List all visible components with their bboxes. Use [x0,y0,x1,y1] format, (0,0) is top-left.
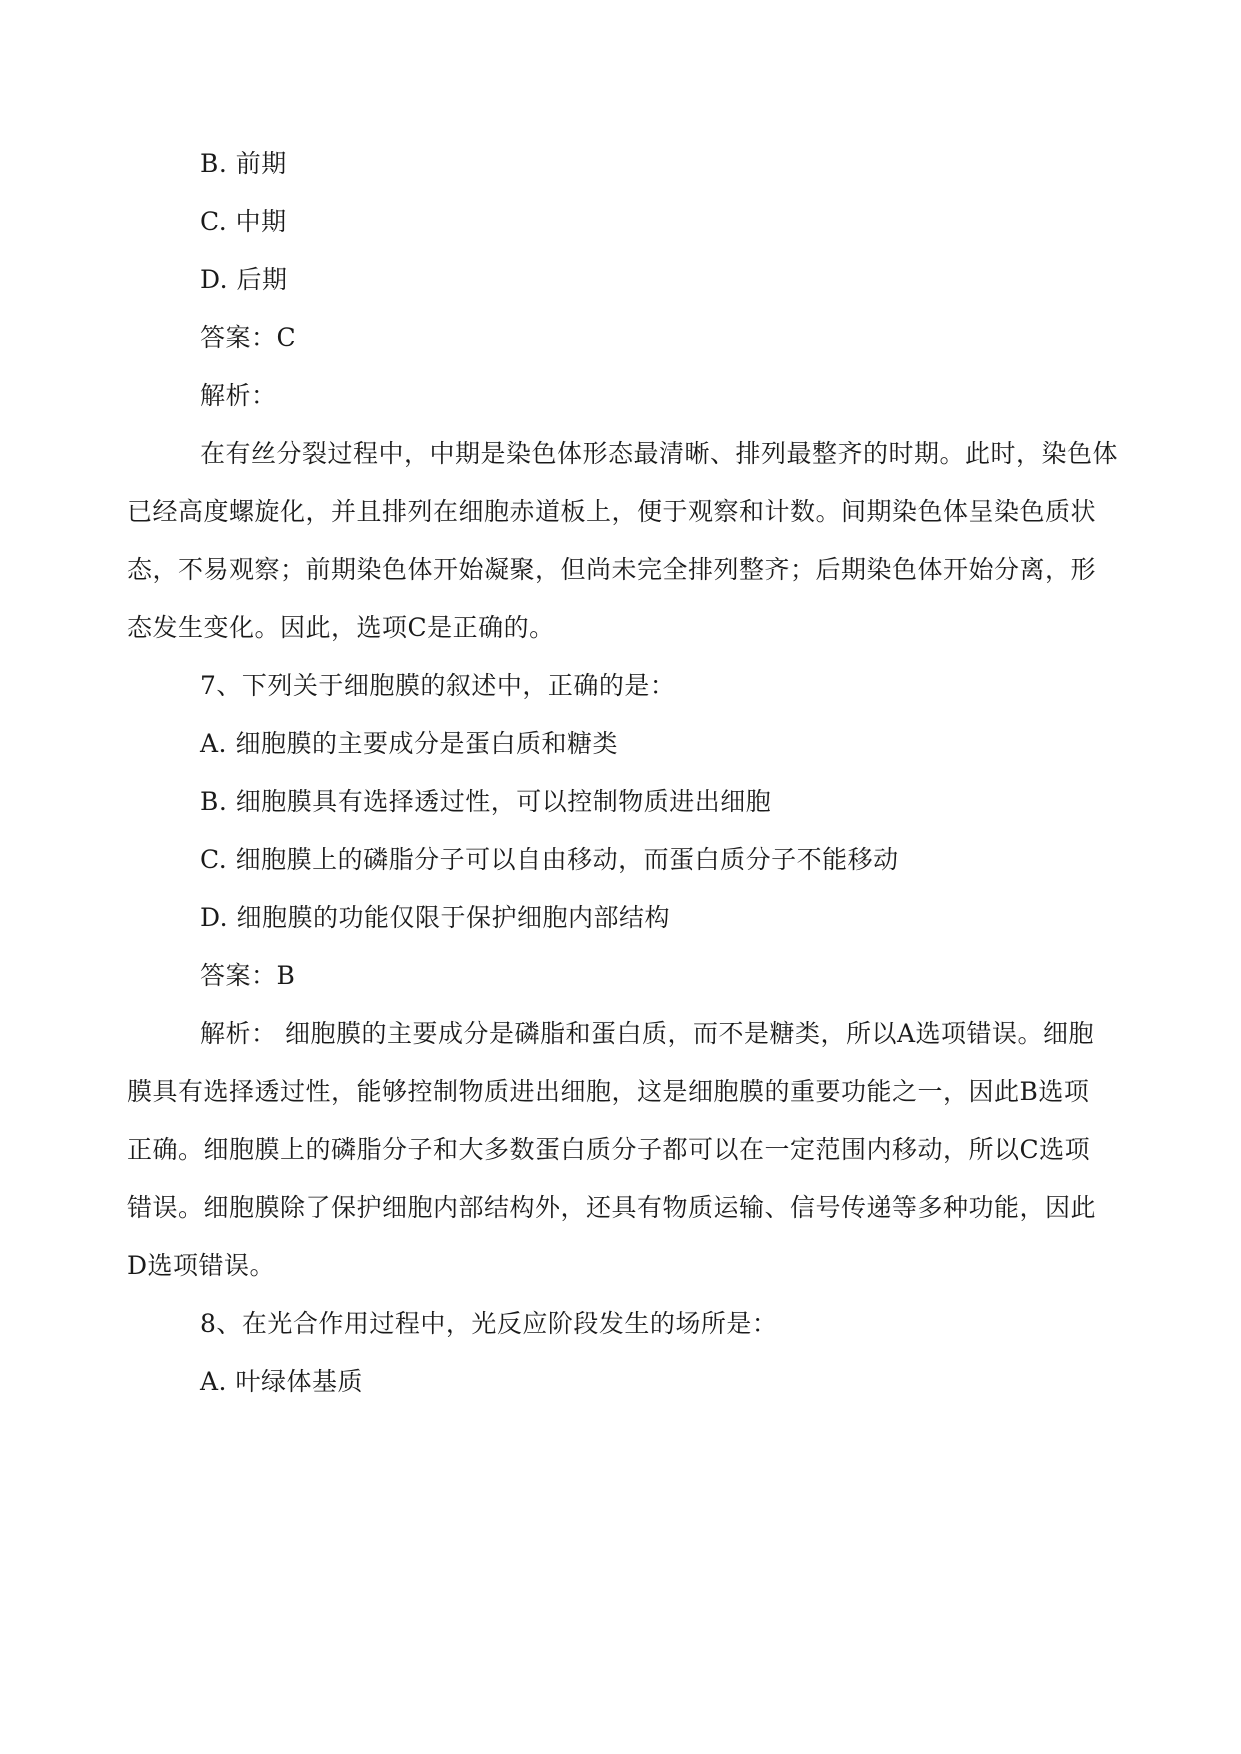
q6-analysis-line-2: 已经高度螺旋化，并且排列在细胞赤道板上，便于观察和计数。间期染色体呈染色质状 [127,497,1097,526]
q7-analysis-line-1: 解析： 细胞膜的主要成分是磷脂和蛋白质，而不是糖类，所以A选项错误。细胞 [200,1019,1095,1048]
q6-analysis-label: 解析： [200,381,277,410]
q7-analysis-line-3: 正确。细胞膜上的磷脂分子和大多数蛋白质分子都可以在一定范围内移动，所以C选项 [127,1135,1091,1164]
q7-option-a: A. 细胞膜的主要成分是蛋白质和糖类 [200,729,618,758]
q7-answer: 答案：B [200,961,296,990]
q7-analysis-line-4: 错误。细胞膜除了保护细胞内部结构外，还具有物质运输、信号传递等多种功能，因此 [127,1193,1097,1222]
q7-option-b: B. 细胞膜具有选择透过性，可以控制物质进出细胞 [200,787,772,816]
q6-answer: 答案：C [200,323,297,352]
q6-analysis-line-1: 在有丝分裂过程中，中期是染色体形态最清晰、排列最整齐的时期。此时，染色体 [200,439,1119,468]
q7-option-c: C. 细胞膜上的磷脂分子可以自由移动，而蛋白质分子不能移动 [200,845,899,874]
q6-analysis-line-4: 态发生变化。因此，选项C是正确的。 [127,613,555,642]
q6-option-b: B. 前期 [200,149,287,178]
q7-option-d: D. 细胞膜的功能仅限于保护细胞内部结构 [200,903,671,932]
q7-analysis-line-5: D选项错误。 [127,1251,276,1280]
q6-analysis-line-3: 态，不易观察；前期染色体开始凝聚，但尚未完全排列整齐；后期染色体开始分离，形 [127,555,1097,584]
q8-question: 8、在光合作用过程中，光反应阶段发生的场所是： [200,1309,778,1338]
q6-option-d: D. 后期 [200,265,288,294]
q6-option-c: C. 中期 [200,207,287,236]
q7-analysis-line-2: 膜具有选择透过性，能够控制物质进出细胞，这是细胞膜的重要功能之一，因此B选项 [127,1077,1090,1106]
q7-question: 7、下列关于细胞膜的叙述中，正确的是： [200,671,676,700]
q8-option-a: A. 叶绿体基质 [200,1367,363,1396]
